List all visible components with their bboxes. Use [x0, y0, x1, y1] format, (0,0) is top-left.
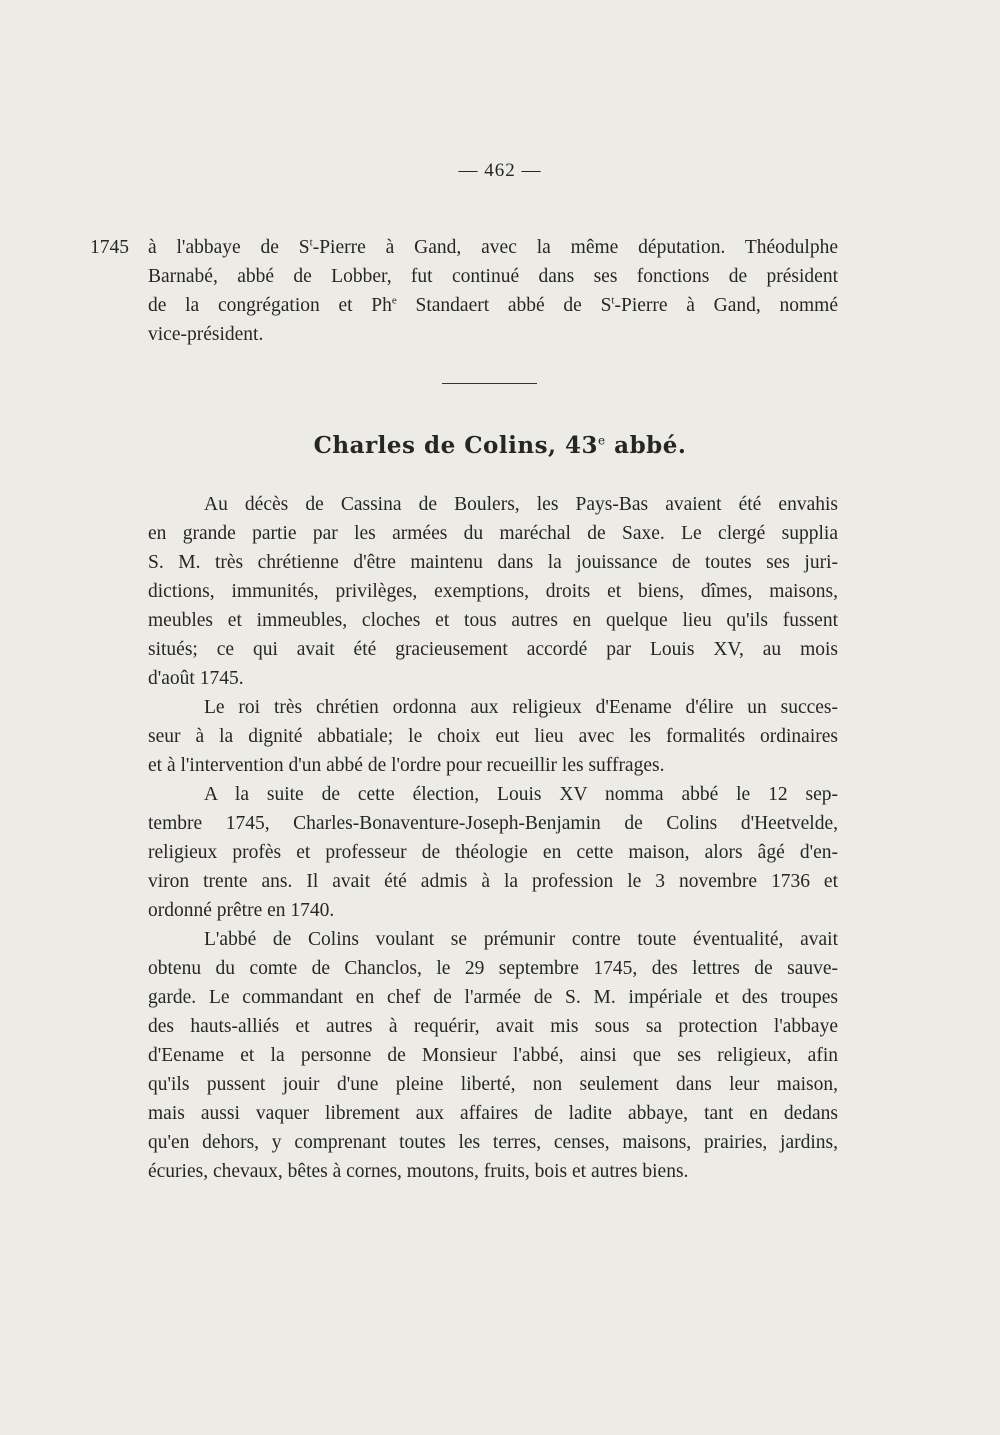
- text-line: viron trente ans. Il avait été admis à la profession le 3 novembre 1736 et: [148, 871, 838, 892]
- text-line: meubles et immeubles, cloches et tous autres en quelque lieu qu'ils fussent: [148, 610, 838, 631]
- paragraph: [148, 693, 838, 780]
- body-text: [148, 490, 838, 1186]
- text-line: qu'en dehors, y comprenant toutes les terres, censes, maisons, prairies, jardins,: [148, 1132, 838, 1153]
- text-line: qu'ils pussent jouir d'une pleine liberté, non seulement dans leur maison,: [148, 1074, 838, 1095]
- text-line: d'août 1745.: [148, 668, 244, 689]
- text-line: ordonné prêtre en 1740.: [148, 900, 335, 921]
- paragraph: [148, 490, 838, 693]
- text-line: religieux profès et professeur de théologie en cette maison, alors âgé d'en-: [148, 842, 838, 863]
- intro-line-4: vice-président.: [148, 324, 264, 345]
- text-line: L'abbé de Colins voulant se prémunir contre toute éventualité, avait: [204, 929, 838, 950]
- text-line: tembre 1745, Charles-Bonaventure-Joseph-Benjamin de Colins d'Heetvelde,: [148, 813, 838, 834]
- text-line: mais aussi vaquer librement aux affaires de ladite abbaye, tant en dedans: [148, 1103, 838, 1124]
- text-line: des hauts-alliés et autres à requérir, avait mis sous sa protection l'abbaye: [148, 1016, 838, 1037]
- text-line: en grande partie par les armées du maréchal de Saxe. Le clergé supplia: [148, 523, 838, 544]
- text-line: A la suite de cette élection, Louis XV nomma abbé le 12 sep-: [204, 784, 838, 805]
- page-number: — 462 —: [458, 160, 542, 181]
- section-heading: Charles de Colins, 43e abbé.: [313, 432, 687, 459]
- section-divider: [442, 383, 537, 384]
- paragraph: [148, 925, 838, 1186]
- text-line: Le roi très chrétien ordonna aux religieux d'Eename d'élire un succes-: [204, 697, 838, 718]
- text-line: écuries, chevaux, bêtes à cornes, moutons, fruits, bois et autres biens.: [148, 1161, 689, 1182]
- text-line: et à l'intervention d'un abbé de l'ordre pour recueillir les suffrages.: [148, 755, 665, 776]
- text-line: seur à la dignité abbatiale; le choix eut lieu avec les formalités ordinaires: [148, 726, 838, 747]
- text-line: S. M. très chrétienne d'être maintenu dans la jouissance de toutes ses juri-: [148, 552, 838, 573]
- text-line: dictions, immunités, privilèges, exemptions, droits et biens, dîmes, maisons,: [148, 581, 838, 602]
- intro-line-3: de la congrégation et Ph$^e$ Standaert abbé de $S^t$-Pierre à Gand, nommé: [148, 294, 838, 316]
- paragraph: [148, 780, 838, 925]
- text-line: garde. Le commandant en chef de l'armée de S. M. impériale et des troupes: [148, 987, 838, 1008]
- text-line: obtenu du comte de Chanclos, le 29 septembre 1745, des lettres de sauve-: [148, 958, 838, 979]
- margin-year: 1745: [90, 237, 129, 258]
- intro-paragraph: [148, 233, 838, 349]
- intro-line-1: à l'abbaye de $S^t$-Pierre à Gand, avec la même députation. Théodulphe: [148, 236, 838, 258]
- intro-line-2: Barnabé, abbé de Lobber, fut continué dans ses fonctions de président: [148, 266, 838, 287]
- text-line: Au décès de Cassina de Boulers, les Pays-Bas avaient été envahis: [204, 494, 838, 515]
- text-line: situés; ce qui avait été gracieusement accordé par Louis XV, au mois: [148, 639, 838, 660]
- text-line: d'Eename et la personne de Monsieur l'abbé, ainsi que ses religieux, afin: [148, 1045, 838, 1066]
